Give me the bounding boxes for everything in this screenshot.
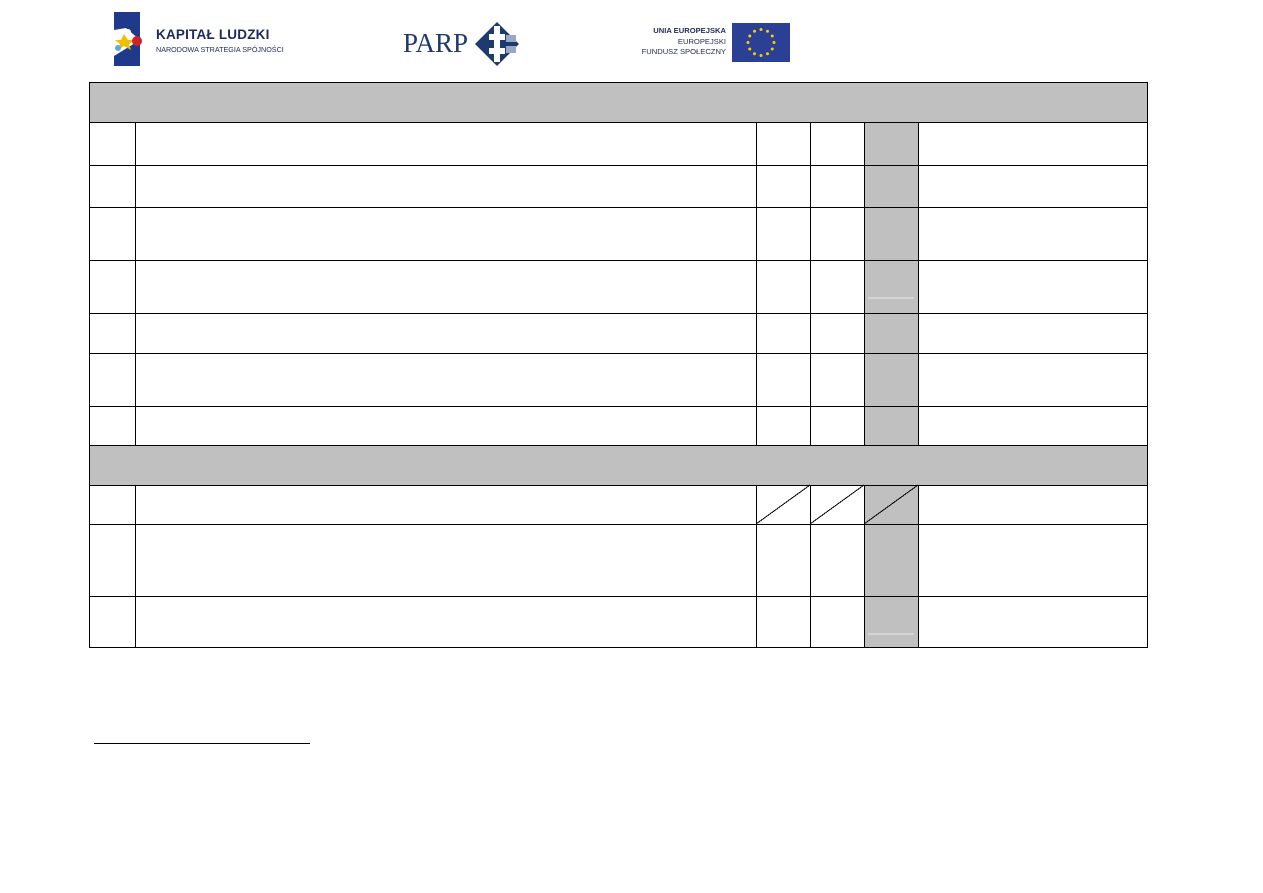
- diagonal-strike-2: [810, 485, 864, 524]
- parp-emblem-icon: [475, 22, 519, 66]
- eu-star-icon: [748, 35, 751, 38]
- diagonal-strike-1: [756, 485, 810, 524]
- eu-star-icon: [766, 30, 769, 33]
- eu-flag-icon: [732, 23, 790, 62]
- eu-star-icon: [753, 52, 756, 55]
- kapital-ludzki-logo: [110, 10, 285, 68]
- eu-star-icon: [747, 41, 750, 44]
- shaded-column-section-2: [864, 485, 918, 648]
- eu-star-icon: [766, 52, 769, 55]
- eu-star-icon: [773, 41, 776, 44]
- kapital-ludzki-emblem-icon: [110, 10, 154, 68]
- eu-text-block: [642, 26, 726, 58]
- eu-line-european: EUROPEJSKI: [677, 36, 726, 46]
- eu-star-icon: [760, 54, 763, 57]
- section-header-1: [89, 82, 1148, 122]
- footnote-separator: [94, 743, 310, 744]
- parp-logo: [403, 22, 521, 66]
- table-border: [90, 83, 1148, 648]
- eu-line-fund: FUNDUSZ SPOŁECZNY: [641, 47, 726, 56]
- form-table: [89, 82, 1148, 648]
- eu-star-icon: [748, 48, 751, 51]
- kapital-ludzki-subtitle: NARODOWA STRATEGIA SPÓJNOŚCI: [156, 45, 284, 54]
- eu-star-icon: [760, 28, 763, 31]
- eu-efs-logo: [638, 20, 798, 66]
- eu-star-icon: [753, 30, 756, 33]
- shaded-column-section-1: [864, 122, 918, 445]
- kapital-ludzki-title: KAPITAŁ LUDZKI: [156, 27, 270, 42]
- eu-line-union: UNIA EUROPEJSKA: [653, 26, 726, 35]
- eu-star-icon: [771, 35, 774, 38]
- parp-title: PARP: [403, 28, 469, 58]
- section-header-2: [89, 445, 1148, 485]
- eu-star-icon: [771, 48, 774, 51]
